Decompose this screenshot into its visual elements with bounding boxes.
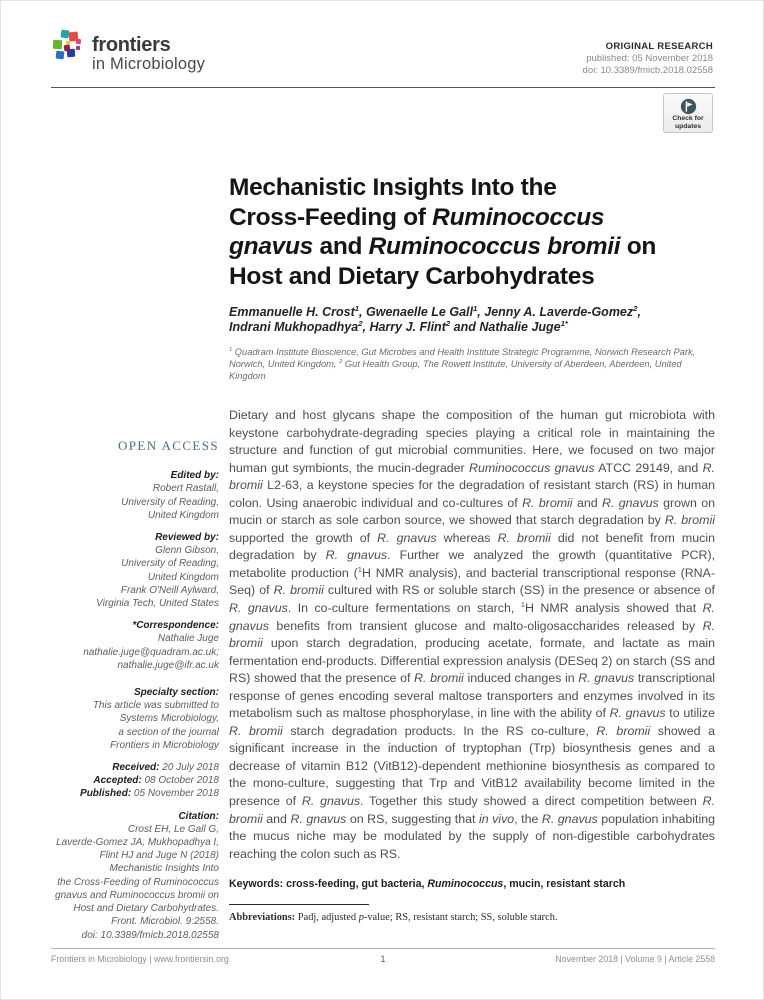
reviewer-line: Frank O'Neill Aylward, <box>120 584 219 596</box>
page-number: 1 <box>380 954 386 964</box>
citation-doi-link[interactable]: doi: 10.3389/fmicb.2018.02558 <box>81 929 219 941</box>
author-list: Emmanuelle H. Crost$^1$, Gwenaelle Le Gall$^1$, Jenny A. Laverde-Gomez$^2$, Indrani Mukhopadhya$^2$, Harry J. Flint$^2$ and Nathalie Juge$^{1*}$ <box>229 303 641 334</box>
check-for-updates-badge[interactable] <box>663 93 713 133</box>
footer-issue-info: November 2018 | Volume 9 | Article 2558 <box>555 954 715 964</box>
published-date: published: 05 November 2018 <box>586 53 713 64</box>
reviewer-line: University of Reading, <box>121 558 219 570</box>
specialty-label: Specialty section: <box>133 687 219 699</box>
footer-journal-link[interactable]: Frontiers in Microbiology | www.frontiersin.org <box>51 954 229 964</box>
specialty-line: This article was submitted to <box>92 700 219 712</box>
correspondence-label: *Correspondence: <box>132 620 219 632</box>
footer-divider <box>51 948 715 949</box>
abbreviations-divider <box>229 904 369 905</box>
affiliations: $^1$ Quadram Institute Bioscience, Gut Microbes and Health Institute Strategic Programme, Norwich Research Park, Norwich, United Kingdom, $^2$ Gut Health Group, The Rowett Institute, University of Aberdeen, Aberdeen, United Kingdom <box>229 346 696 381</box>
correspondence-email-link[interactable]: nathalie.juge@ifr.ac.uk <box>117 659 219 671</box>
citation-section <box>51 810 219 942</box>
reviewed-by-section <box>51 531 219 610</box>
citation-line: Mechanistic Insights Into <box>109 863 219 875</box>
edited-by-section <box>51 469 219 522</box>
abstract-text: Dietary and host glycans shape the composition of the human gut microbiota with keystone carbohydrate-degrading species playing a critical role in maintaining the structure and function of gut microbial communities. Here, we focused on two major human gut symbionts, the mucin-degrader Ruminococcus gnavus ATCC 29149, and R. bromii L2-63, a keystone species for the degradation of resistant starch (RS) in human colon. Using anaerobic individual and co-cultures of R. bromii and R. gnavus grown on mucin or starch as sole carbon source, we showed that starch degradation by R. bromii supported the growth of R. gnavus whereas R. bromii did not benefit from mucin degradation by R. gnavus. Further we analyzed the growth (quantitative PCR), metabolite production ($^1$H NMR analysis), and bacterial transcriptional response (RNA-Seq) of R. bromii cultured with RS or soluble starch (SS) in the presence or absence of R. gnavus. In co-culture fermentations on starch, $^1$H NMR analysis showed that R. gnavus benefits from transient glucose and malto-oligosaccharides released by R. bromii upon starch degradation, producing acetate, formate, and lactate as main fermentation end-products. Differential expression analysis (DESeq 2) on starch (SS and RS) showed that the presence of R. bromii induced changes in R. gnavus transcriptional response of genes encoding several maltose transporters and enzymes involved in its metabolism such as maltose phosphorylase, in line with the ability of R. gnavus to utilize R. bromii starch degradation products. In the RS co-culture, R. bromii showed a significant increase in the induction of tryptophan (Trp) biosynthesis genes and a decrease of vitamin B12 (VitB12)-dependent methionine biosynthesis as compared to the mono-culture, suggesting that Trp and VitB12 availability become limited in the presence of R. gnavus. Together this study showed a direct competition between R. bromii and R. gnavus on RS, suggesting that in vivo, the R. gnavus population inhabiting the mucus niche may be modulated by the supply of non-digestible carbohydrates reaching the colon such as RS. <box>229 408 716 861</box>
citation-line: the Cross-Feeding of Ruminococcus <box>57 876 219 888</box>
crossmark-label: Check for updates <box>672 115 704 130</box>
open-access-label: OPEN ACCESS <box>117 438 219 453</box>
article-title: Mechanistic Insights Into the Cross-Feeding of Ruminococcus gnavus and Ruminococcus bromii on Host and Dietary Carbohydrates <box>229 174 657 290</box>
reviewed-by-label: Reviewed by: <box>155 532 219 544</box>
citation-line: Crost EH, Le Gall G, <box>127 823 219 835</box>
received-date: Received: 20 July 2018 <box>112 762 219 774</box>
specialty-line: Frontiers in Microbiology <box>110 739 219 751</box>
keywords-line: Keywords: cross-feeding, gut bacteria, Ruminococcus, mucin, resistant starch <box>229 878 626 891</box>
citation-line: Flint HJ and Juge N (2018) <box>99 850 219 862</box>
header-divider <box>51 87 715 88</box>
journal-name: in Microbiology <box>92 55 206 73</box>
citation-line: Laverde-Gomez JA, Mukhopadhya I, <box>56 837 219 849</box>
correspondence-section <box>51 619 219 672</box>
reviewer-line: Glenn Gibson, <box>155 545 219 557</box>
specialty-line: Systems Microbiology, <box>119 713 219 725</box>
specialty-section <box>51 686 219 752</box>
frontiers-logo <box>53 29 205 74</box>
correspondence-email-link[interactable]: nathalie.juge@quadram.ac.uk; <box>83 646 219 658</box>
publisher-name: frontiers <box>92 34 171 56</box>
editor-line: United Kingdom <box>147 509 219 521</box>
editor-line: Robert Rastall, <box>152 483 219 495</box>
article-sidebar <box>51 439 219 951</box>
dates-section <box>51 761 219 801</box>
crossmark-flag-icon <box>680 98 697 115</box>
specialty-line: a section of the journal <box>118 726 219 738</box>
editor-line: University of Reading, <box>121 496 219 508</box>
citation-line: gnavus and Ruminococcus bromii on <box>55 889 219 901</box>
accepted-date: Accepted: 08 October 2018 <box>93 775 219 787</box>
published-date-sidebar: Published: 05 November 2018 <box>80 788 219 800</box>
reviewer-line: Virginia Tech, United States <box>96 598 219 610</box>
article-main-column <box>229 173 715 924</box>
frontiers-logo-text <box>92 29 205 74</box>
doi-link[interactable]: doi: 10.3389/fmicb.2018.02558 <box>582 64 713 76</box>
edited-by-label: Edited by: <box>170 470 219 482</box>
correspondence-name: Nathalie Juge <box>157 633 219 645</box>
abbreviations-note: Abbreviations: Padj, adjusted p-value; RS, resistant starch; SS, soluble starch. <box>229 912 558 924</box>
reviewer-line: United Kingdom <box>147 571 219 583</box>
article-meta <box>583 41 713 76</box>
article-type-label: ORIGINAL RESEARCH <box>605 41 713 52</box>
frontiers-logo-cubes-icon <box>53 29 83 63</box>
citation-line: Front. Microbiol. 9:2558. <box>111 916 219 928</box>
citation-line: Host and Dietary Carbohydrates. <box>73 903 219 915</box>
citation-label: Citation: <box>178 810 219 822</box>
